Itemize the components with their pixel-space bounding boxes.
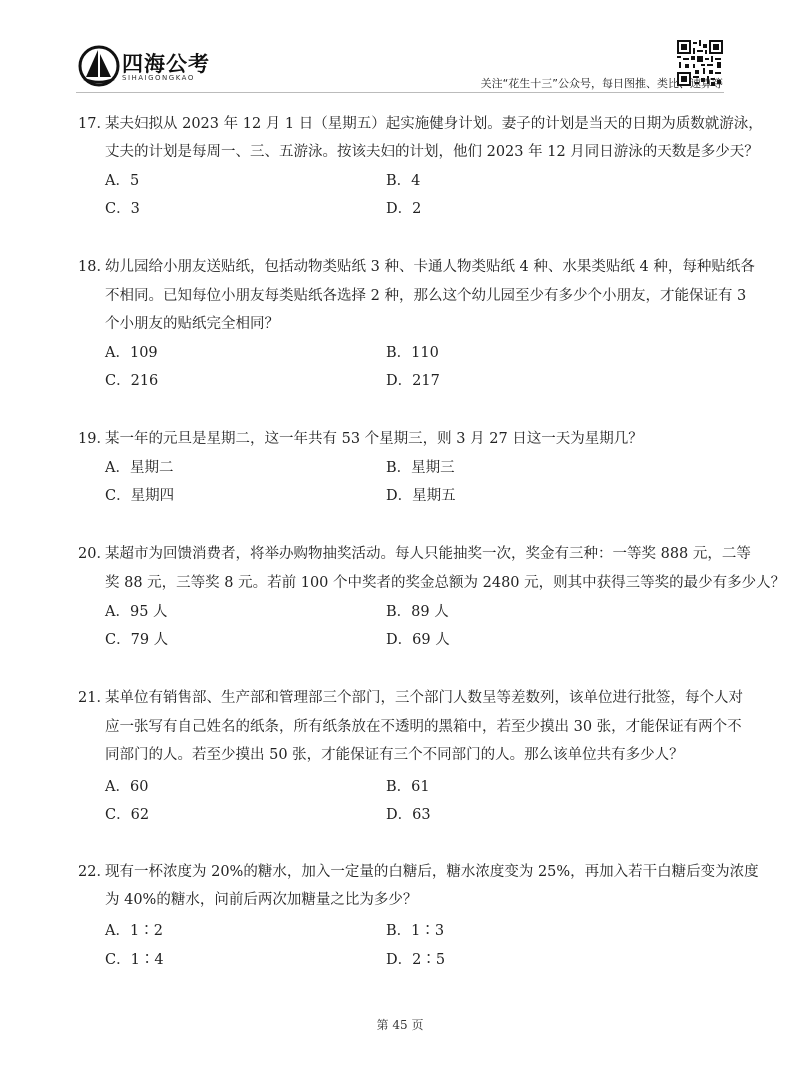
option-text: 109 (129, 345, 158, 361)
option-d (386, 487, 456, 505)
question-text-line: 奖 88 元，三等奖 8 元。若前 100 个中奖者的奖金总额为 2480 元，则其中获得三等奖的最少有多少人？ (105, 575, 786, 591)
page-number: 第 45 页 (376, 1018, 424, 1032)
option-a (105, 172, 139, 190)
option-text: 3 (130, 201, 140, 217)
option-d (386, 806, 431, 824)
option-text: 4 (411, 173, 421, 189)
question-text-line: 个小朋友的贴纸完全相同？ (105, 316, 279, 332)
option-key: B． (386, 460, 412, 476)
option-c (105, 631, 168, 649)
option-b (386, 922, 444, 940)
question-text-line: 不相同。已知每位小朋友每类贴纸各选择 2 种，那么这个幼儿园至少有多少个小朋友，才能保证有 3 (105, 288, 747, 304)
option-key: D． (386, 952, 413, 968)
option-key: D． (386, 632, 413, 648)
option-key: B． (386, 345, 412, 361)
option-text: 1∶3 (411, 923, 445, 939)
sailboat-logo-icon (78, 44, 120, 88)
option-text: 1∶4 (130, 952, 164, 968)
question-text-line: 某单位有销售部、生产部和管理部三个部门，三个部门人数呈等差数列，该单位进行批签，每个人对 (105, 690, 743, 706)
option-b (386, 778, 430, 796)
option-text: 60 (129, 779, 149, 795)
question-text-line: 某夫妇拟从 2023 年 12 月 1 日（星期五）起实施健身计划。妻子的计划是当天的日期为质数就游泳， (105, 116, 763, 132)
option-d (386, 631, 450, 649)
question-number: 20． (78, 546, 111, 562)
option-text: 216 (130, 373, 159, 389)
option-b (386, 459, 455, 477)
question-text-line: 为 40%的糖水，问前后两次加糖量之比为多少？ (105, 892, 418, 908)
question-number: 18． (78, 259, 111, 275)
option-key: A． (105, 779, 130, 795)
option-text: 63 (412, 807, 431, 823)
option-key: B． (386, 779, 412, 795)
option-d (386, 372, 440, 390)
option-key: D． (386, 201, 413, 217)
option-text: 69 人 (412, 632, 450, 648)
option-text: 217 (412, 373, 440, 389)
option-a (105, 344, 158, 362)
option-key: A． (105, 173, 130, 189)
option-key: D． (386, 373, 413, 389)
option-text: 79 人 (130, 632, 169, 648)
question-number: 17． (78, 116, 111, 132)
option-key: C． (105, 201, 131, 217)
option-key: A． (105, 345, 130, 361)
option-key: A． (105, 923, 130, 939)
option-text: 62 (130, 807, 150, 823)
question-text-line: 某超市为回馈消费者，将举办购物抽奖活动。每人只能抽奖一次，奖金有三种：一等奖 888 元，二等 (105, 546, 751, 562)
question-text-line: 应一张写有自己姓名的纸条，所有纸条放在不透明的黑箱中，若至少摸出 30 张，才能保证有两个不 (105, 719, 742, 735)
option-key: D． (386, 807, 413, 823)
option-a (105, 603, 168, 621)
option-text: 星期五 (412, 488, 456, 504)
option-c (105, 200, 140, 218)
question-number: 19． (78, 431, 111, 447)
option-text: 2 (412, 201, 422, 217)
option-b (386, 344, 439, 362)
option-c (105, 806, 149, 824)
option-text: 2∶5 (412, 952, 446, 968)
option-key: A． (105, 604, 130, 620)
promo-text: 关注“花生十三”公众号，每日图推、类比、速算等 (480, 77, 723, 90)
question-text-line: 现有一杯浓度为 20%的糖水，加入一定量的白糖后，糖水浓度变为 25%，再加入若干白糖后变为浓度 (105, 864, 759, 880)
option-text: 95 人 (129, 604, 168, 620)
question-text-line: 同部门的人。若至少摸出 50 张，才能保证有三个不同部门的人。那么该单位共有多少人？ (105, 747, 684, 763)
option-b (386, 603, 449, 621)
option-c (105, 487, 174, 505)
page-header (0, 0, 800, 100)
question-number: 22． (78, 864, 111, 880)
option-c (105, 372, 158, 390)
option-text: 星期四 (130, 488, 175, 504)
option-d (386, 951, 445, 969)
question-text-line: 丈夫的计划是每周一、三、五游泳。按该夫妇的计划，他们 2023 年 12 月同日游泳的天数是多少天？ (105, 144, 759, 160)
option-text: 89 人 (411, 604, 449, 620)
option-a (105, 778, 148, 796)
option-text: 61 (411, 779, 430, 795)
option-key: C． (105, 807, 131, 823)
option-d (386, 200, 421, 218)
option-text: 110 (411, 345, 439, 361)
option-key: B． (386, 923, 412, 939)
header-divider (76, 92, 724, 93)
logo-name: 四海公考 (122, 52, 210, 76)
option-key: B． (386, 604, 412, 620)
option-text: 星期三 (411, 460, 455, 476)
option-key: B． (386, 173, 412, 189)
option-b (386, 172, 420, 190)
option-text: 星期二 (129, 460, 174, 476)
question-text-line: 幼儿园给小朋友送贴纸，包括动物类贴纸 3 种、卡通人物类贴纸 4 种、水果类贴纸 4 种，每种贴纸各 (105, 259, 755, 275)
option-text: 5 (129, 173, 140, 189)
option-a (105, 459, 173, 477)
question-number: 21． (78, 690, 111, 706)
logo (78, 44, 228, 94)
option-key: C． (105, 952, 131, 968)
option-c (105, 951, 164, 969)
option-key: C． (105, 632, 131, 648)
option-text: 1∶2 (129, 923, 163, 939)
option-key: D． (386, 488, 413, 504)
option-a (105, 922, 163, 940)
option-key: A． (105, 460, 130, 476)
logo-subtitle: SIHAIGONGKAO (122, 74, 195, 82)
option-key: C． (105, 488, 131, 504)
question-text-line: 某一年的元旦是星期二，这一年共有 53 个星期三，则 3 月 27 日这一天为星期几？ (105, 431, 643, 447)
option-key: C． (105, 373, 131, 389)
